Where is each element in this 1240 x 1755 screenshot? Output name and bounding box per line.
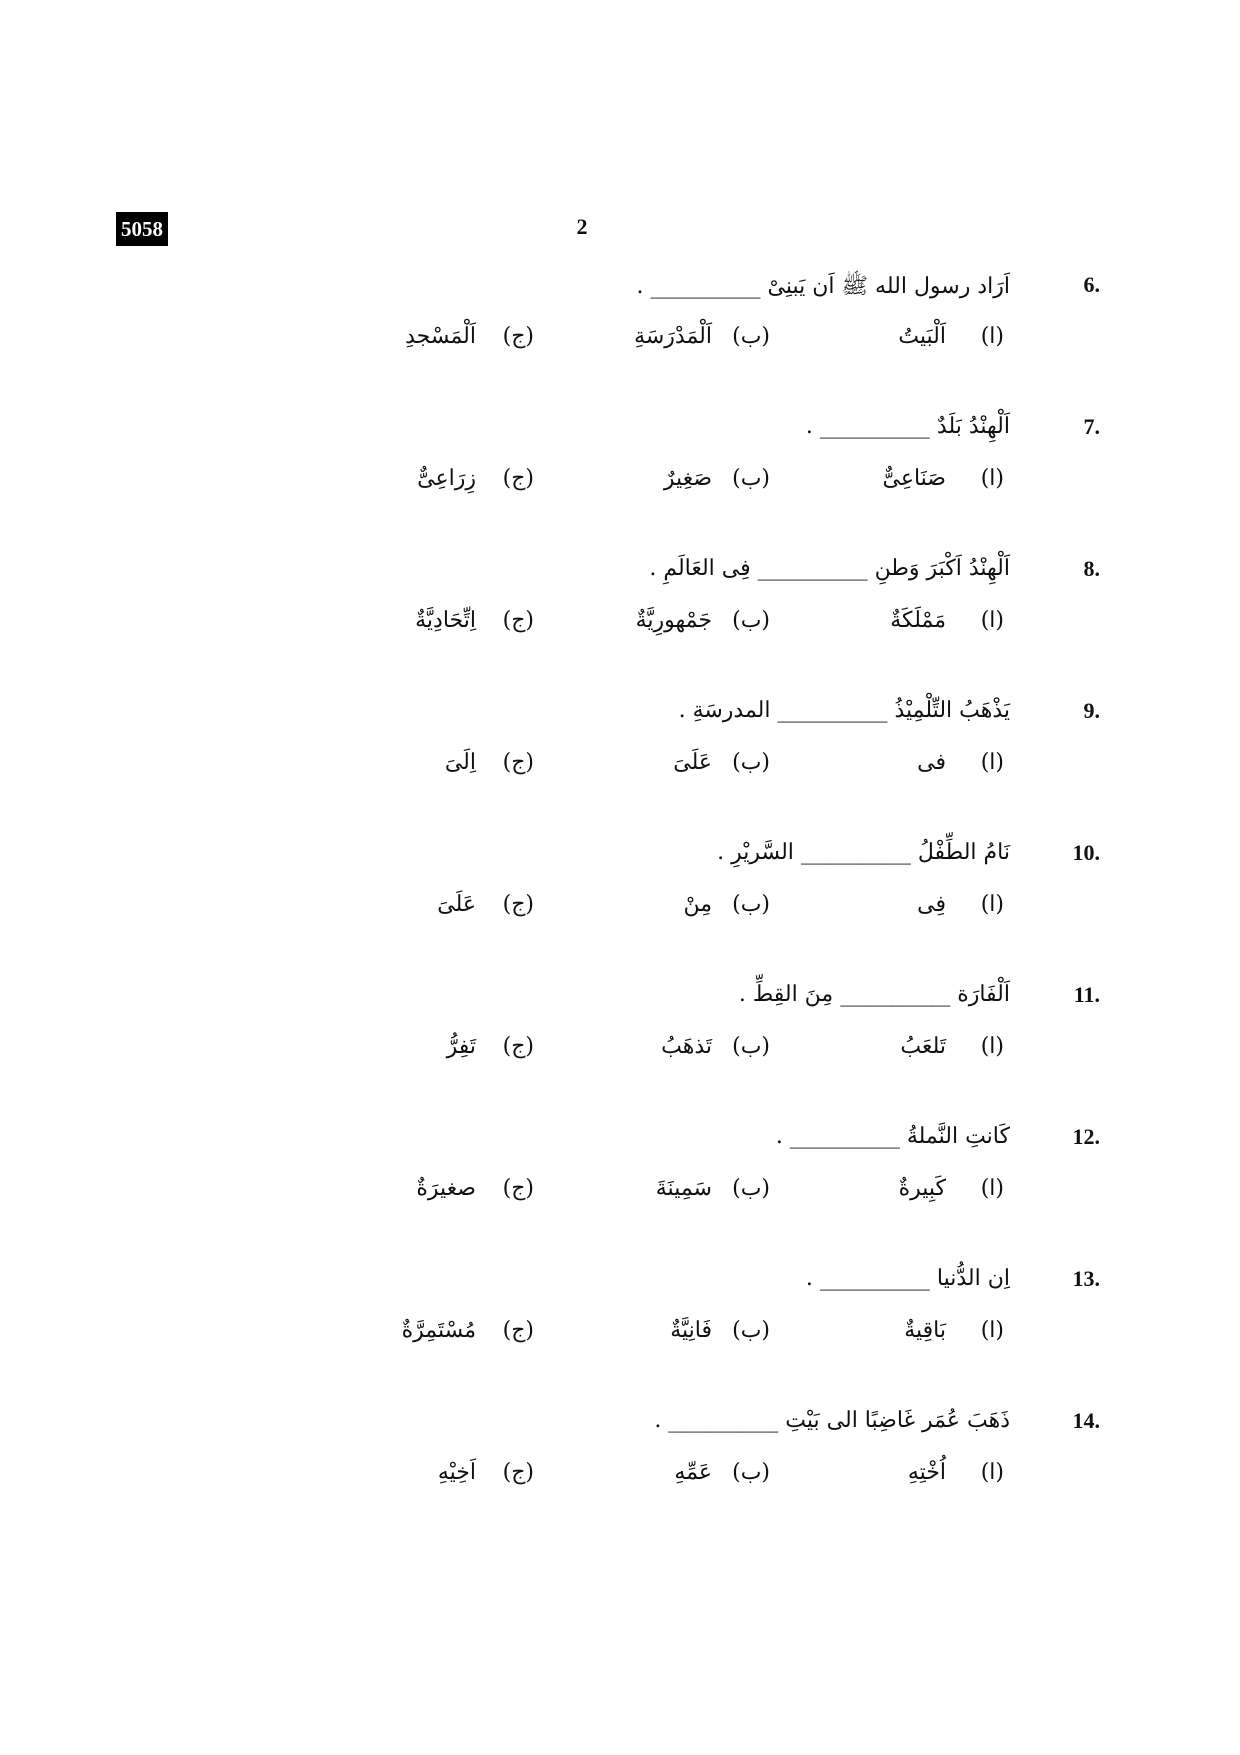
question-13 [0,1266,1240,1386]
question-number: 13. [1072,1266,1100,1291]
option-c[interactable] [274,892,534,928]
option-label: (ا) [980,1318,1004,1343]
option-label: (ا) [980,1460,1004,1485]
option-label: (ب) [732,1034,770,1059]
option-b[interactable] [510,324,770,360]
option-c[interactable] [274,1460,534,1496]
option-a[interactable] [744,1460,1004,1496]
option-b[interactable] [510,1176,770,1212]
option-text: اَخِيْهِ [437,1460,476,1485]
option-text: مُسْتَمِرَّةٌ [401,1318,476,1343]
option-label: (ب) [732,750,770,775]
option-text: صَغِيرٌ [663,466,712,491]
option-label: (ا) [980,892,1004,917]
option-label: (ج) [502,750,534,775]
option-text: اَلْمَدْرَسَةِ [634,324,712,349]
option-b[interactable] [510,608,770,644]
option-label: (ا) [980,750,1004,775]
question-number: 6. [1083,272,1100,297]
option-text: صغيرَةٌ [416,1176,476,1201]
option-label: (ب) [732,466,770,491]
option-label: (ج) [502,608,534,633]
question-stem: اَلْفَارَة __________ مِنَ القِطِّ . [738,982,1010,1007]
question-number: 7. [1083,414,1100,439]
option-text: اَلْبَيتُ [898,324,946,349]
option-text: جَمْهورِيَّةٌ [635,608,712,633]
question-7 [0,414,1240,534]
option-label: (ا) [980,324,1004,349]
question-stem: نَامُ الطِّفْلُ __________ السَّريْرِ . [717,840,1010,865]
option-a[interactable] [744,324,1004,360]
option-label: (ج) [502,466,534,491]
option-text: بَاقِيةٌ [904,1318,946,1343]
question-10 [0,840,1240,960]
question-stem: اَلْهِنْدُ بَلَدٌ __________ . [805,414,1010,439]
option-label: (ا) [980,1176,1004,1201]
option-text: تَفِرُّ [446,1034,476,1059]
option-text: تَلعَبُ [900,1034,946,1059]
option-b[interactable] [510,1460,770,1496]
question-9 [0,698,1240,818]
option-text: زِرَاعِىٌّ [417,466,476,491]
option-text: عَلَىَ [437,892,476,917]
question-11 [0,982,1240,1102]
option-text: اِتِّحَادِيَّةٌ [415,608,476,633]
option-label: (ا) [980,608,1004,633]
question-8 [0,556,1240,676]
option-text: اُخْتِهِ [907,1460,946,1485]
option-label: (ب) [732,1318,770,1343]
option-a[interactable] [744,1176,1004,1212]
question-14 [0,1408,1240,1528]
question-stem: اَلْهِنْدُ اَكْبَرَ وَطنِ __________ فِى العَالَمِ . [649,556,1010,581]
question-stem: كَانتِ النَّملةُ __________ . [775,1124,1010,1149]
option-text: فَانِيَّةٌ [670,1318,712,1343]
page-number: 2 [576,214,588,239]
option-label: (ا) [980,466,1004,491]
option-text: عَلَىَ [673,750,712,775]
option-label: (ج) [502,1318,534,1343]
option-b[interactable] [510,1034,770,1070]
option-label: (ج) [502,1460,534,1485]
paper-code: 5058 [116,212,168,246]
option-a[interactable] [744,892,1004,928]
option-c[interactable] [274,466,534,502]
option-text: فِى [917,892,946,917]
question-number: 14. [1072,1408,1100,1433]
question-number: 11. [1073,982,1100,1007]
option-label: (ا) [980,1034,1004,1059]
option-c[interactable] [274,608,534,644]
option-a[interactable] [744,750,1004,786]
option-a[interactable] [744,466,1004,502]
option-c[interactable] [274,1176,534,1212]
option-text: سَمِينَةَ [655,1176,712,1201]
option-b[interactable] [510,750,770,786]
option-b[interactable] [510,1318,770,1354]
option-label: (ب) [732,892,770,917]
option-text: اِلَىَ [444,750,476,775]
question-6 [0,272,1240,392]
option-a[interactable] [744,1318,1004,1354]
option-text: اَلْمَسْجدِ [405,324,476,349]
option-text: فى [917,750,946,775]
option-label: (ج) [502,1034,534,1059]
option-label: (ب) [732,608,770,633]
option-a[interactable] [744,1034,1004,1070]
option-b[interactable] [510,892,770,928]
option-label: (ب) [732,1176,770,1201]
question-stem: يَذْهَبُ التِّلْمِيْذُ __________ المدرسَةِ . [678,698,1010,723]
option-text: عَمِّهِ [674,1460,712,1485]
question-number: 8. [1083,556,1100,581]
question-stem: ذَهَبَ عُمَر غَاضِبًا الى بَيْتِ __________ . [654,1408,1010,1433]
option-text: تَذهَبُ [661,1034,712,1059]
option-label: (ج) [502,1176,534,1201]
question-12 [0,1124,1240,1244]
question-number: 9. [1083,698,1100,723]
question-stem: اَرَاد رسول الله ﷺ اَن يَبنِىْ __________ . [636,274,1010,299]
question-number: 10. [1072,840,1100,865]
option-text: كَبِيرةٌ [898,1176,946,1201]
option-text: صَنَاعِىٌّ [882,466,946,491]
option-b[interactable] [510,466,770,502]
option-label: (ج) [502,892,534,917]
option-text: مَمْلَكَةٌ [890,608,946,633]
option-c[interactable] [274,324,534,360]
question-stem: اِن الدُّنيا __________ . [805,1266,1010,1291]
option-label: (ب) [732,1460,770,1485]
option-c[interactable] [274,1034,534,1070]
question-number: 12. [1072,1124,1100,1149]
option-text: مِنْ [683,892,712,917]
option-label: (ب) [732,324,770,349]
option-c[interactable] [274,1318,534,1354]
option-a[interactable] [744,608,1004,644]
option-label: (ج) [502,324,534,349]
option-c[interactable] [274,750,534,786]
